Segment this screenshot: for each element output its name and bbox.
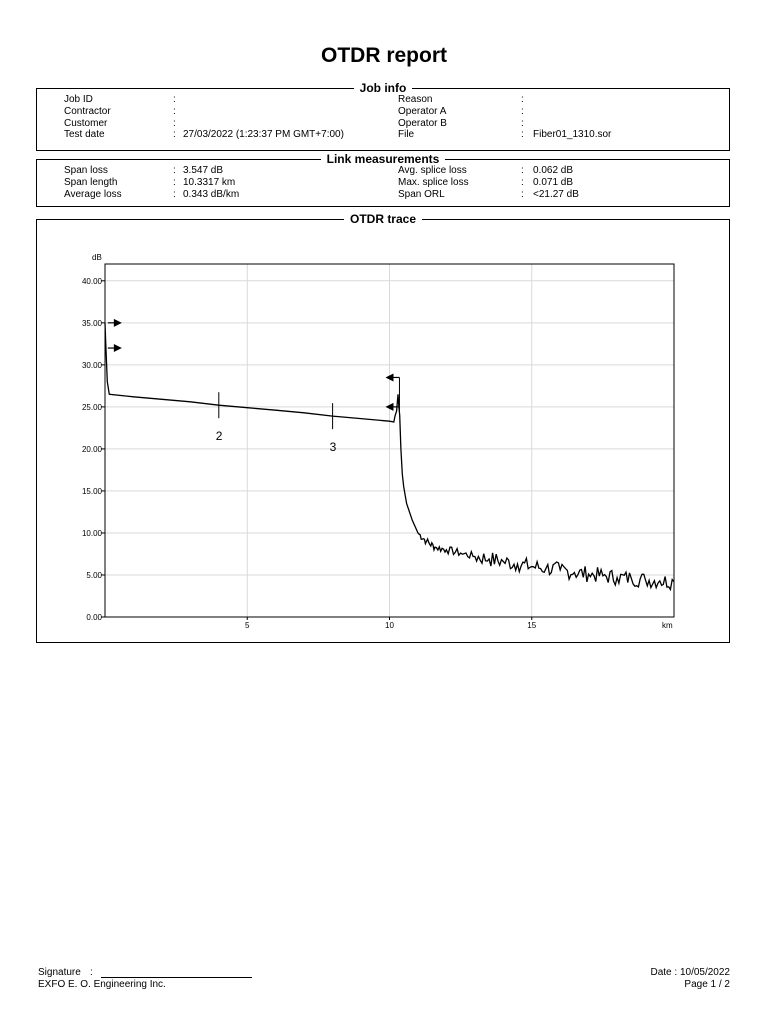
avg-splice-loss-value: 0.062 dB — [533, 165, 574, 176]
span-length-label: Span length — [64, 177, 118, 188]
avg-splice-loss-label: Avg. splice loss — [398, 165, 467, 176]
event-markers — [216, 392, 337, 454]
x-tick-label: 10 — [385, 621, 394, 630]
customer-label: Customer — [64, 118, 108, 129]
operator-b-label: Operator B — [398, 118, 447, 129]
x-tick-label: 5 — [245, 621, 250, 630]
max-splice-loss-label: Max. splice loss — [398, 177, 469, 188]
colon: : — [173, 177, 176, 188]
y-tick-label: 35.00 — [81, 318, 102, 328]
average-loss-value: 0.343 dB/km — [183, 189, 240, 200]
span-length-value: 10.3317 km — [183, 177, 236, 188]
colon: : — [173, 106, 176, 117]
colon: : — [521, 94, 524, 105]
span-loss-value: 3.547 dB — [183, 165, 224, 176]
span-arrow-head — [114, 344, 122, 352]
span-arrow-head — [114, 319, 122, 327]
colon: : — [173, 189, 176, 200]
job-info-title: Job info — [354, 81, 413, 95]
y-tick-label: 30.00 — [81, 360, 102, 370]
colon: : — [173, 118, 176, 129]
colon: : — [521, 129, 524, 140]
operator-a-label: Operator A — [398, 106, 447, 117]
reason-label: Reason — [398, 94, 433, 105]
y-tick-label: 25.00 — [81, 402, 102, 412]
average-loss-label: Average loss — [64, 189, 122, 200]
colon: : — [521, 118, 524, 129]
span-loss-label: Span loss — [64, 165, 108, 176]
signature-line[interactable] — [101, 977, 252, 978]
colon: : — [173, 165, 176, 176]
y-tick-label: 10.00 — [81, 528, 102, 538]
y-axis-label: dB — [92, 253, 102, 262]
y-tick-label: 40.00 — [81, 276, 102, 286]
otdr-trace-title: OTDR trace — [344, 212, 422, 226]
span-orl-label: Span ORL — [398, 189, 445, 200]
x-axis-label: km — [662, 621, 673, 630]
event-marker-label: 3 — [329, 440, 337, 455]
contractor-label: Contractor — [64, 106, 111, 117]
file-value: Fiber01_1310.sor — [533, 129, 612, 140]
max-splice-loss-value: 0.071 dB — [533, 177, 574, 188]
link-measurements-title: Link measurements — [321, 152, 446, 166]
test-date-value: 27/03/2022 (1:23:37 PM GMT+7:00) — [183, 129, 344, 140]
colon: : — [521, 177, 524, 188]
y-tick-label: 20.00 — [81, 444, 102, 454]
x-tick-label: 15 — [527, 621, 537, 630]
span-orl-value: <21.27 dB — [533, 189, 579, 200]
colon: : — [173, 129, 176, 140]
job-id-label: Job ID — [64, 94, 93, 105]
colon: : — [521, 189, 524, 200]
chart-ticks — [82, 277, 537, 630]
y-tick-label: 15.00 — [81, 486, 102, 496]
colon: : — [521, 106, 524, 117]
signature-separator: : — [90, 967, 93, 978]
event-marker-label: 2 — [215, 429, 223, 444]
colon: : — [521, 165, 524, 176]
y-tick-label: 0.00 — [86, 613, 102, 622]
report-date: Date : 10/05/2022 — [650, 967, 730, 978]
y-tick-label: 5.00 — [86, 570, 102, 580]
signature-label: Signature — [38, 967, 81, 978]
chart-grid — [105, 264, 674, 617]
test-date-label: Test date — [64, 129, 105, 140]
page-number: Page 1 / 2 — [684, 979, 730, 990]
company-name: EXFO E. O. Engineering Inc. — [38, 979, 166, 990]
file-label: File — [398, 129, 415, 140]
report-title: OTDR report — [321, 44, 447, 67]
colon: : — [173, 94, 176, 105]
